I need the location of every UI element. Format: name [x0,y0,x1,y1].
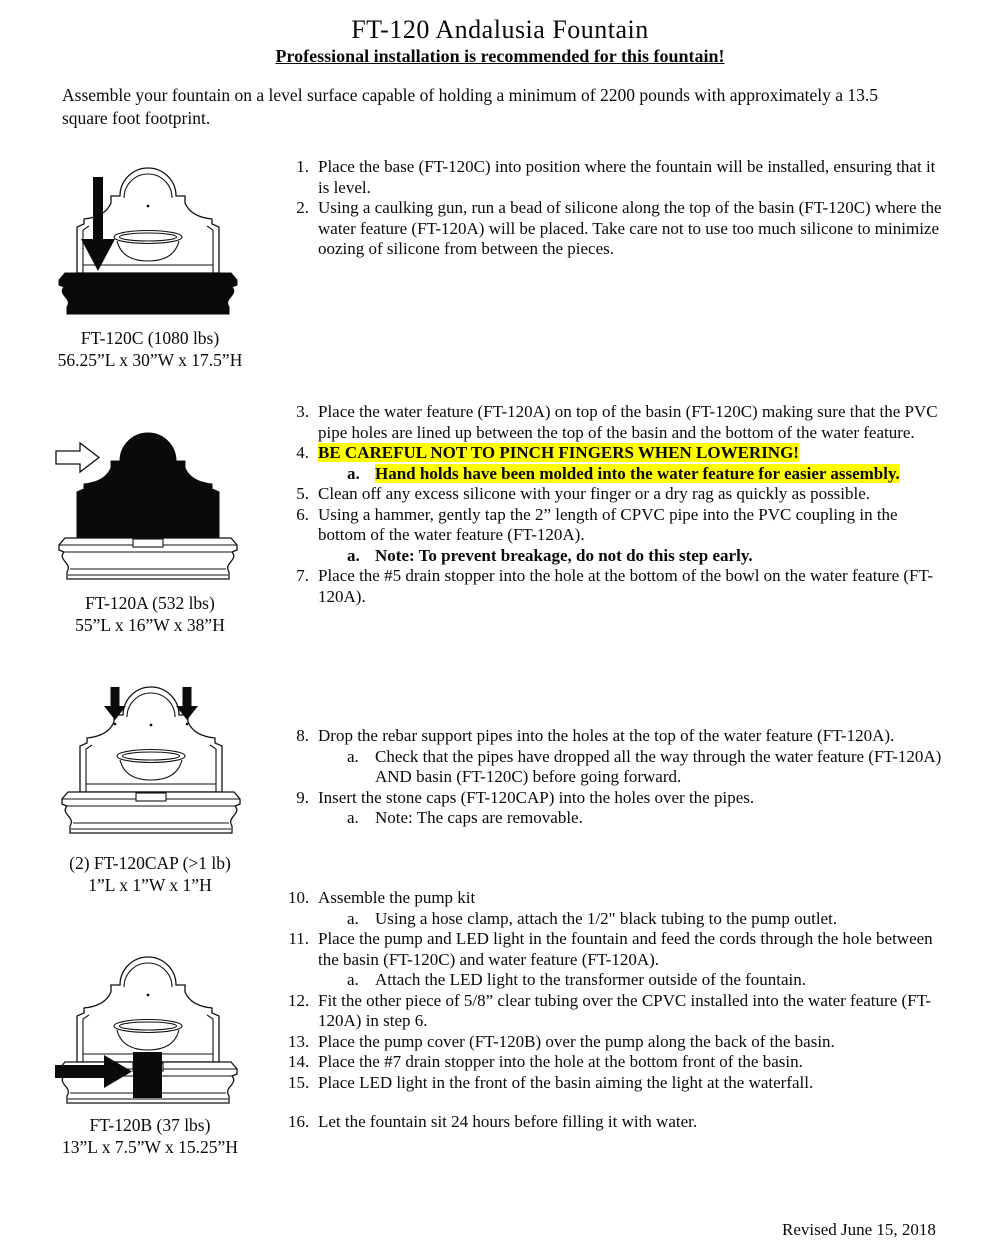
substep-item-a [318,464,946,485]
step-body [318,1052,946,1073]
step-text [318,1032,946,1053]
substep-text [375,546,753,567]
step-item-9 [288,788,946,829]
step-text [318,402,946,443]
step-body [318,157,946,198]
step-item-10 [288,888,946,929]
substep-text [375,747,946,788]
step-body [318,788,946,829]
step-item-5 [288,484,946,505]
step-body [318,198,946,260]
step-body [318,1032,946,1053]
cap-hole-dot [186,723,189,726]
step-number: 4. [296,443,309,462]
step-text-span: Drop the rebar support pipes into the holes at the top of the water feature (FT-120A). [318,726,895,745]
step-text-span: Attach the LED light to the transformer outside of the fountain. [375,970,807,989]
substep-text [375,808,583,829]
figure-ft-120a-diagram [53,418,243,584]
step-text [318,726,946,747]
step-text [318,888,946,909]
step-text-span: Place the #7 drain stopper into the hole at the bottom front of the basin. [318,1052,803,1071]
step-text-span: Using a hose clamp, attach the 1/2" black tubing to the pump outlet. [375,908,838,928]
step-body [318,566,946,607]
step-item-15 [288,1073,946,1094]
step-text-span: Hand holds have been molded into the water feature for easier assembly. [375,463,900,483]
figure-label-ft-120a [36,592,264,636]
substep-item-a [318,970,946,991]
step-item-8 [288,726,946,788]
substep-marker: a. [347,746,359,766]
step-list-16 [288,1112,946,1133]
step-text-span: Using a hammer, gently tap the 2” length of CPVC pipe into the PVC coupling in the bottom of the water feature (FT-120A). [318,504,898,544]
step-body [318,1112,946,1133]
substep-item-a [318,808,946,829]
step-item-3 [288,402,946,443]
step-text-span: Note: The caps are removable. [375,808,583,827]
step-text [318,505,946,546]
step-text-span: Clean off any excess silicone with your finger or a dry rag as quickly as possible. [318,484,871,503]
part-dimensions: 1”L x 1”W x 1”H [88,875,212,895]
substep-marker: a. [347,808,359,827]
step-text [318,157,946,198]
step-text [318,484,946,505]
step-text-span: Place the #5 drain stopper into the hole at the bottom of the bowl on the water feature (FT-120A). [318,566,933,606]
substep-text [375,464,900,485]
step-text [318,929,946,970]
step-number: 3. [296,402,309,421]
basin-filled-shape [59,273,237,314]
step-text-span: Let the fountain sit 24 hours before filling it with water. [318,1112,698,1131]
revision-date: Revised June 15, 2018 [782,1220,936,1239]
substep-text [375,970,806,991]
step-text-span: Place the pump cover (FT-120B) over the pump along the back of the basin. [318,1031,835,1051]
step-list-10-15 [288,888,946,1093]
step-number: 6. [296,504,309,524]
step-text-span: Place LED light in the front of the basin aiming the light at the waterfall. [318,1072,814,1092]
substep-marker: a. [347,545,360,565]
part-name: FT-120C (1080 lbs) [80,328,220,348]
step-number: 5. [296,484,309,503]
step-number: 11. [288,929,309,948]
step-item-11 [288,929,946,991]
part-dimensions: 55”L x 16”W x 38”H [75,615,225,635]
step-number: 14. [288,1052,310,1071]
figure-label-ft-120cap [36,852,264,896]
part-name: FT-120A (532 lbs) [85,593,215,613]
step-text-span: Place the base (FT-120C) into position where the fountain will be installed, ensuring that it is level. [318,157,936,197]
right-arrow-icon [56,443,99,472]
step-text-span: Using a caulking gun, run a bead of silicone along the top of the basin (FT-120C) where the water feature (FT-120A) will be placed. Take care not to use too much silicone to minimize oozing of silicone from between the pieces. [318,198,942,258]
substep-marker: a. [347,970,359,989]
step-number: 13. [288,1031,310,1051]
substep-item-a [318,546,946,567]
step-number: 12. [288,990,310,1010]
substep-marker: a. [347,463,360,483]
step-list-8-9 [288,726,946,829]
wall-filled-shape [77,433,219,538]
step-text-span: Check that the pipes have dropped all the way through the water feature (FT-120A) AND basin (FT-120C) before going forward. [375,746,942,786]
substep-item-a [318,747,946,788]
step-number: 2. [296,198,309,217]
step-body [318,443,946,484]
step-body [318,888,946,929]
part-name: (2) FT-120CAP (>1 lb) [69,853,231,873]
cap-hole-dot [114,723,117,726]
step-body [318,505,946,567]
step-item-4 [288,443,946,484]
step-item-6 [288,505,946,567]
step-body [318,929,946,991]
intro-paragraph: Assemble your fountain on a level surface capable of holding a minimum of 2200 pounds with approximately a 13.5 square foot footprint. [62,85,878,128]
step-item-1 [288,157,946,198]
step-number: 7. [296,566,309,585]
step-text-span: Insert the stone caps (FT-120CAP) into the holes over the pipes. [318,787,755,807]
step-number: 10. [288,888,310,907]
figure-label-ft-120c [36,327,264,371]
step-list-3-7 [288,402,946,607]
step-text [318,991,946,1032]
step-text [318,443,946,464]
step-text-span: Place the pump and LED light in the fountain and feed the cords through the hole between the basin (FT-120C) and water feature (FT-120A). [318,929,933,969]
step-body [318,991,946,1032]
step-body [318,1073,946,1094]
figure-ft-120b-diagram [53,942,243,1108]
step-text-span: Note: To prevent breakage, do not do this step early. [375,545,753,565]
step-number: 9. [296,787,309,807]
step-body [318,726,946,788]
step-text-span: Fit the other piece of 5/8” clear tubing over the CPVC installed into the water feature (FT-120A) in step 6. [318,990,932,1030]
step-item-7 [288,566,946,607]
step-body [318,484,946,505]
substep-marker: a. [347,908,359,928]
page-title: FT-120 Andalusia Fountain [351,15,649,44]
step-number: 16. [288,1112,310,1131]
part-name: FT-120B (37 lbs) [89,1115,211,1135]
part-dimensions: 13”L x 7.5”W x 15.25”H [62,1137,238,1157]
step-text [318,788,946,809]
step-number: 1. [296,157,309,176]
pump-cover-shape [133,1052,162,1098]
step-text [318,1073,946,1094]
substep-item-a [318,909,946,930]
step-text [318,198,946,260]
figure-ft-120c-diagram [53,153,243,319]
step-item-13 [288,1032,946,1053]
step-number: 15. [288,1072,310,1092]
substep-text [375,909,837,930]
part-dimensions: 56.25”L x 30”W x 17.5”H [57,350,243,370]
step-item-12 [288,991,946,1032]
step-number: 8. [296,726,309,745]
step-text-span: Assemble the pump kit [318,888,476,907]
step-text [318,1112,946,1133]
step-body [318,402,946,443]
step-text-span: BE CAREFUL NOT TO PINCH FINGERS WHEN LOWERING! [318,443,799,462]
step-text-span: Place the water feature (FT-120A) on top of the basin (FT-120C) making sure that the PVC pipe holes are lined up between the top of the basin and the bottom of the water feature. [318,402,938,442]
step-item-2 [288,198,946,260]
step-text [318,1052,946,1073]
step-text [318,566,946,607]
step-item-14 [288,1052,946,1073]
figure-label-ft-120b [36,1114,264,1158]
page-subtitle: Professional installation is recommended for this fountain! [275,46,725,66]
figure-ft-120cap-diagram [56,672,246,838]
step-list-1-2 [288,157,946,260]
step-item-16 [288,1112,946,1133]
